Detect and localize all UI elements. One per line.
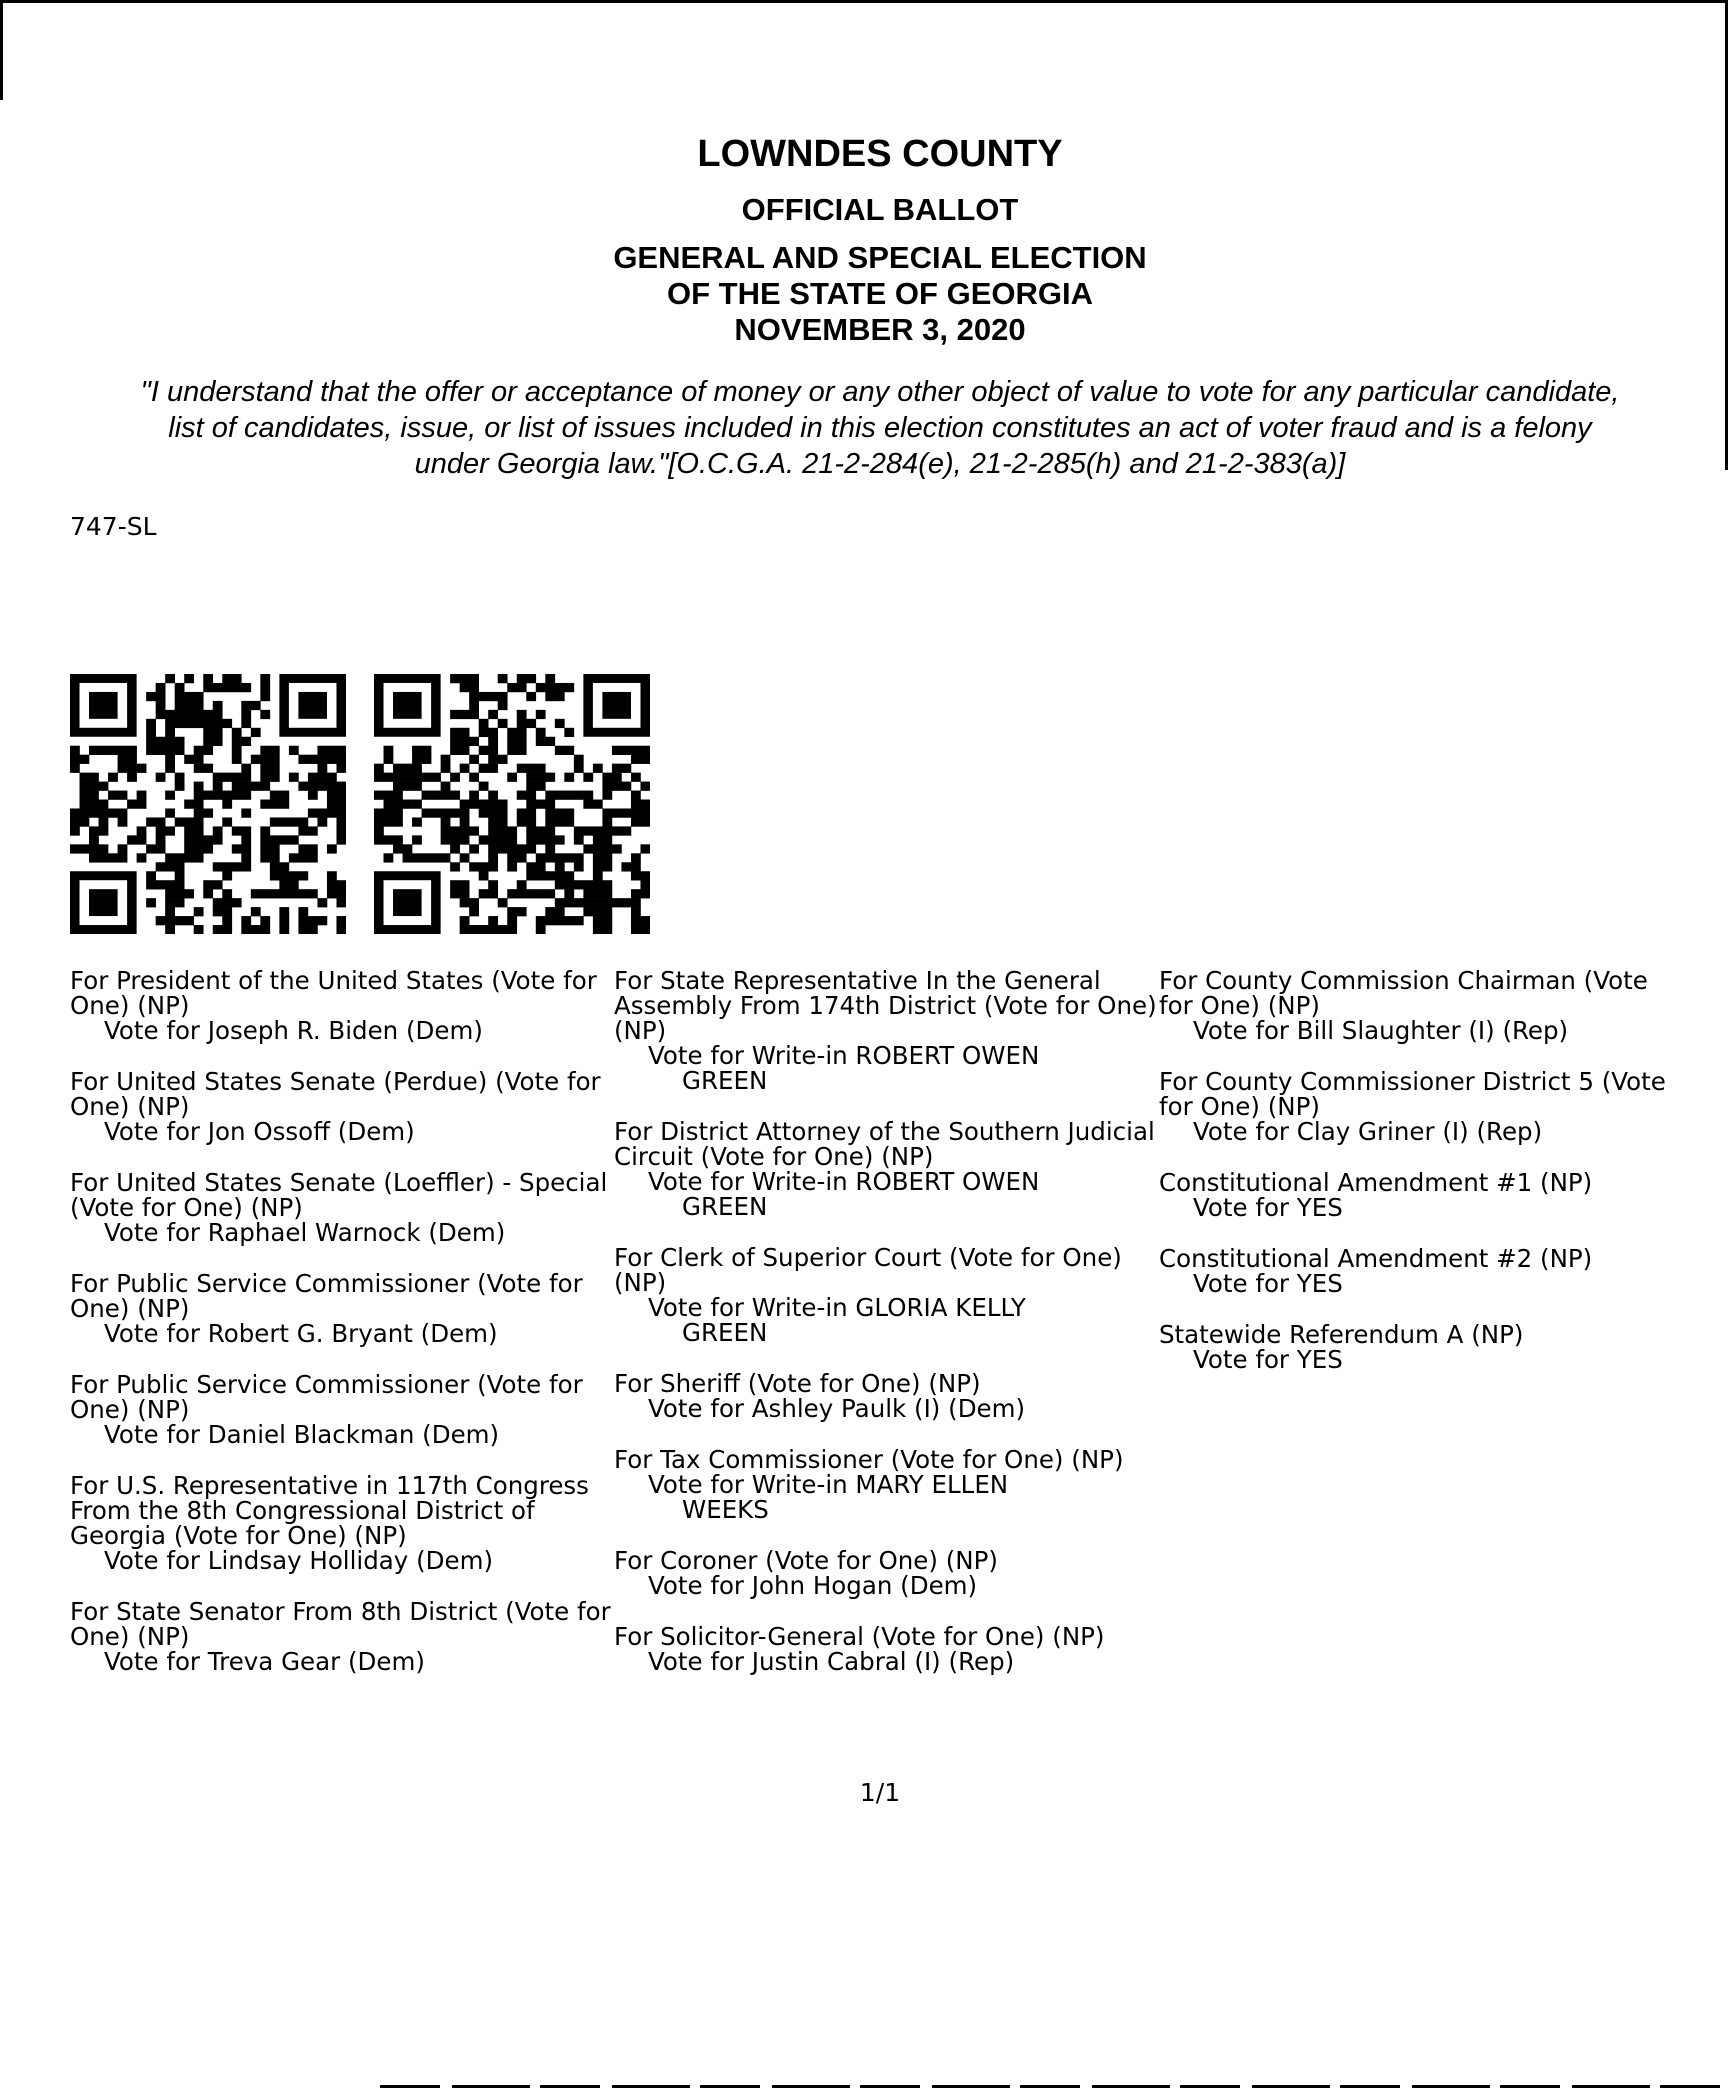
contest-selection: Vote for Lindsay Holliday (Dem) bbox=[104, 1546, 493, 1575]
contest-selection: Vote for Write-in MARY ELLEN bbox=[648, 1470, 1009, 1499]
contest-title: For U.S. Representative in 117th Congress From the 8th Congressional District of Georgia (Vote for One) (NP) bbox=[70, 1471, 589, 1550]
contest-title: For Clerk of Superior Court (Vote for One) (NP) bbox=[614, 1243, 1122, 1297]
page-bottom-border bbox=[380, 2085, 1728, 2088]
contest-column-3 bbox=[1159, 968, 1679, 1398]
contest-selection: Vote for YES bbox=[1193, 1193, 1343, 1222]
contest-item bbox=[70, 1271, 615, 1346]
contest-title: For Coroner (Vote for One) (NP) bbox=[614, 1546, 998, 1575]
contest-column-1 bbox=[70, 968, 615, 1700]
contest-title: For Public Service Commissioner (Vote for One) (NP) bbox=[70, 1370, 583, 1424]
contest-selection: Vote for Bill Slaughter (I) (Rep) bbox=[1193, 1016, 1569, 1045]
contest-item bbox=[1159, 1069, 1679, 1144]
contest-title: For County Commission Chairman (Vote for One) (NP) bbox=[1159, 968, 1648, 1020]
contest-title: Constitutional Amendment #2 (NP) bbox=[1159, 1244, 1593, 1273]
contest-selection: Vote for Write-in ROBERT OWEN bbox=[648, 1041, 1040, 1070]
contest-item bbox=[70, 1473, 615, 1573]
oath-line-2: list of candidates, issue, or list of issues included in this election constitutes an act of voter fraud and is a felony bbox=[168, 412, 1592, 444]
contest-title: For United States Senate (Loeffler) - Special (Vote for One) (NP) bbox=[70, 1168, 608, 1222]
contest-item bbox=[1159, 1246, 1679, 1296]
contest-title: For County Commissioner District 5 (Vote for One) (NP) bbox=[1159, 1067, 1666, 1121]
contest-title: For State Representative In the General Assembly From 174th District (Vote for One) (NP) bbox=[614, 966, 1157, 1045]
contest-item bbox=[70, 1069, 615, 1144]
contest-item bbox=[70, 1372, 615, 1447]
oath-line-1: "I understand that the offer or acceptance of money or any other object of value to vote for any particular candidate, bbox=[140, 376, 1620, 408]
contest-item bbox=[70, 1170, 615, 1245]
contest-selection: Vote for Joseph R. Biden (Dem) bbox=[104, 1016, 483, 1045]
contest-selection: Vote for John Hogan (Dem) bbox=[648, 1571, 978, 1600]
contest-item bbox=[614, 1447, 1159, 1522]
contest-selection: Vote for Raphael Warnock (Dem) bbox=[104, 1218, 506, 1247]
contest-item bbox=[614, 1624, 1159, 1674]
oath-line-3: under Georgia law."[O.C.G.A. 21-2-284(e), 21-2-285(h) and 21-2-383(a)] bbox=[414, 448, 1346, 480]
election-line-2: OF THE STATE OF GEORGIA bbox=[667, 276, 1093, 311]
contest-title: For United States Senate (Perdue) (Vote for One) (NP) bbox=[70, 1067, 601, 1121]
contest-selection: Vote for YES bbox=[1193, 1269, 1343, 1298]
election-date: NOVEMBER 3, 2020 bbox=[734, 312, 1026, 347]
contest-item bbox=[614, 1371, 1159, 1421]
voter-fraud-statement bbox=[70, 374, 1690, 482]
qr-code-icon bbox=[374, 674, 650, 934]
contest-title: For Solicitor-General (Vote for One) (NP) bbox=[614, 1622, 1105, 1651]
contest-selection-continued: GREEN bbox=[682, 1192, 768, 1221]
page-top-border bbox=[0, 0, 1728, 3]
contest-selection: Vote for Treva Gear (Dem) bbox=[104, 1647, 425, 1676]
contest-item bbox=[1159, 968, 1679, 1043]
contest-selection: Vote for Robert G. Bryant (Dem) bbox=[104, 1319, 498, 1348]
contest-item bbox=[614, 1245, 1159, 1345]
contest-item bbox=[1159, 1170, 1679, 1220]
contest-item bbox=[614, 1119, 1159, 1219]
contest-selection-continued: GREEN bbox=[682, 1318, 768, 1347]
contest-column-2 bbox=[614, 968, 1159, 1700]
contest-selection: Vote for Write-in ROBERT OWEN bbox=[648, 1167, 1040, 1196]
page-number: 1/1 bbox=[859, 1778, 901, 1807]
contest-selection-continued: WEEKS bbox=[682, 1495, 769, 1524]
contest-title: For Sheriff (Vote for One) (NP) bbox=[614, 1369, 981, 1398]
contest-selection: Vote for Jon Ossoff (Dem) bbox=[104, 1117, 415, 1146]
ballot-title: OFFICIAL BALLOT bbox=[741, 192, 1019, 227]
contest-title: For District Attorney of the Southern Judicial Circuit (Vote for One) (NP) bbox=[614, 1117, 1155, 1171]
county-title: LOWNDES COUNTY bbox=[697, 133, 1063, 175]
page-left-border bbox=[0, 0, 3, 100]
contest-selection: Vote for Clay Griner (I) (Rep) bbox=[1193, 1117, 1543, 1146]
contest-title: For State Senator From 8th District (Vote for One) (NP) bbox=[70, 1597, 611, 1651]
contest-selection-continued: GREEN bbox=[682, 1066, 768, 1095]
contest-title: Constitutional Amendment #1 (NP) bbox=[1159, 1168, 1593, 1197]
contest-item bbox=[614, 968, 1159, 1093]
contest-selection: Vote for Justin Cabral (I) (Rep) bbox=[648, 1647, 1015, 1676]
contest-title: For President of the United States (Vote for One) (NP) bbox=[70, 966, 597, 1020]
contest-title: For Tax Commissioner (Vote for One) (NP) bbox=[614, 1445, 1124, 1474]
contest-title: For Public Service Commissioner (Vote for One) (NP) bbox=[70, 1269, 583, 1323]
contest-selection: Vote for YES bbox=[1193, 1345, 1343, 1374]
qr-code-icon bbox=[70, 674, 346, 934]
ballot-header bbox=[0, 128, 1728, 348]
contest-title: Statewide Referendum A (NP) bbox=[1159, 1320, 1524, 1349]
contest-selection: Vote for Write-in GLORIA KELLY bbox=[648, 1293, 1026, 1322]
contest-item bbox=[1159, 1322, 1679, 1372]
contest-item bbox=[614, 1548, 1159, 1598]
contest-selection: Vote for Daniel Blackman (Dem) bbox=[104, 1420, 500, 1449]
contest-item bbox=[70, 968, 615, 1043]
contest-selection: Vote for Ashley Paulk (I) (Dem) bbox=[648, 1394, 1026, 1423]
election-line-1: GENERAL AND SPECIAL ELECTION bbox=[613, 240, 1147, 275]
ballot-style-code: 747-SL bbox=[70, 512, 157, 541]
contest-item bbox=[70, 1599, 615, 1674]
